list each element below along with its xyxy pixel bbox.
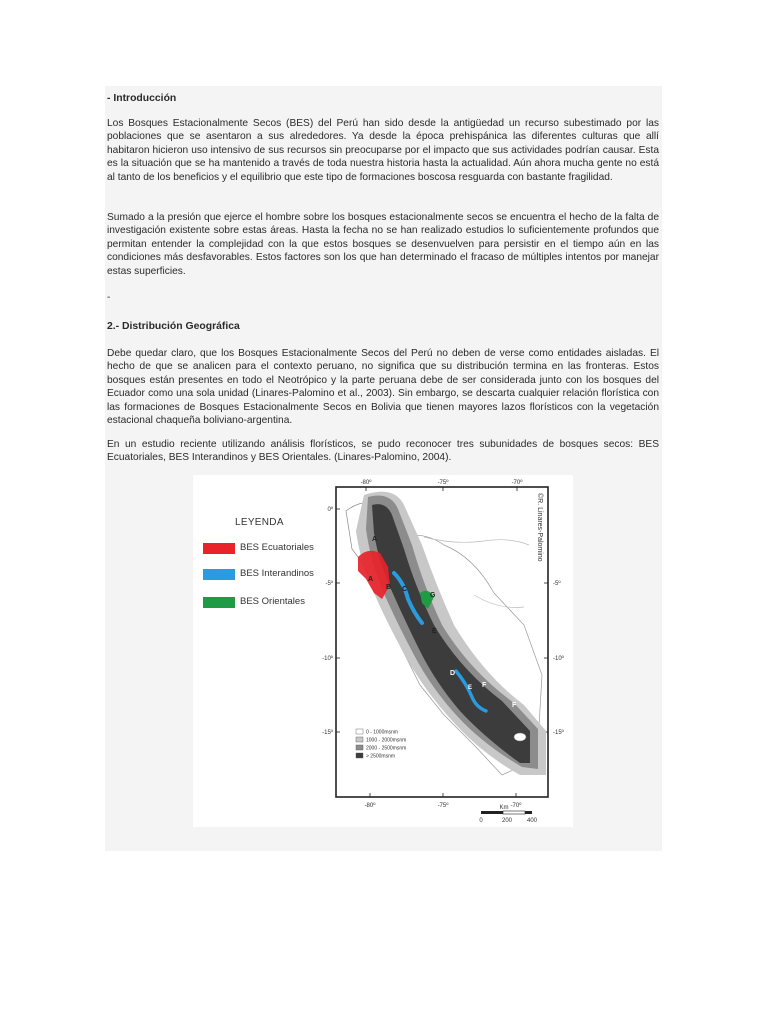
paragraph: Los Bosques Estacionalmente Secos (BES) del Perú han sido desde la antigüedad un recurso subestimado por las poblaciones que se asentaron a sus alrededores. Ya desde la época prehispánica las diferentes culturas que allí habitaron hicieron uso intensivo de sus recursos sin preocuparse por el impacto que sus actividades podrían causar. Esta es la situación que se ha mantenido a través de toda nuestra historia hasta la actualidad. Aún ahora mucha gente no está al tanto de los beneficios y el equilibrio que este tipo de formaciones boscosa resguarda con bastante fragilidad. — [107, 118, 659, 183]
legend-swatch-interandinos — [203, 569, 235, 580]
paragraph: Sumado a la presión que ejerce el hombre sobre los bosques estacionalmente secos se encuentra el hecho de la falta de investigación existente sobre estas áreas. Hasta la fecha no se han realizado estudios lo suficientemente profundos que permitan entender la complejidad con la que estos bosques se desenvuelven para persistir en el tiempo aún en las condiciones más desfavorables. Estos factores son los que han determinado el fracaso de múltiples intentos por manejar estas superficies. — [107, 212, 659, 277]
elevation-swatch — [356, 737, 363, 742]
elevation-label: > 2500msnm — [366, 753, 396, 760]
section-heading-introduccion: - Introducción — [107, 93, 177, 104]
legend-label-interandinos: BES Interandinos — [240, 568, 314, 579]
region-letter: C — [402, 586, 408, 593]
document-page — [105, 86, 662, 851]
paragraph: En un estudio reciente utilizando análisis florísticos, se pudo reconocer tres subunidades de bosques secos: BES Ecuatoriales, BES Interandinos y BES Orientales. (Linares-Palomino, 2004). — [107, 439, 659, 464]
scale-bar — [479, 805, 537, 824]
lat-label-left: -10º — [322, 656, 333, 662]
paragraph: Debe quedar claro, que los Bosques Estacionalmente Secos del Perú no deben de verse como entidades aisladas. El hecho de que se analicen para el contexto peruano, no significa que su distribución termina en las fronteras. Estos bosques están presentes en todo el Neotrópico y la parte peruana debe de ser considerada junto con los bosques del Ecuador como una sola unidad (Linares-Palomino et al., 2003). Sin embargo, se descarta cualquier relación florística con las formaciones de Bosques Estacionalmente Secos en Bolivia que tienen mayores lazos florísticos con la vegetación estacional chaqueña boliviano-argentina. — [107, 348, 659, 427]
lat-label-right: -5º — [553, 581, 561, 587]
lat-label-right: -10º — [553, 656, 564, 662]
map-credit: ©R. Linares-Palomino — [536, 493, 543, 562]
lat-label-right: -15º — [553, 730, 564, 736]
elevation-label: 0 - 1000msnm — [366, 729, 398, 736]
lon-label-top: -75º — [437, 480, 449, 486]
region-letter: D — [450, 670, 456, 677]
region-letter: G — [430, 592, 436, 599]
elevation-swatch — [356, 753, 363, 758]
lake-titicaca — [514, 733, 526, 741]
legend-label-orientales: BES Orientales — [240, 596, 305, 607]
lon-label-top: -70º — [511, 480, 523, 486]
region-letter: A — [368, 576, 374, 583]
lon-label-bottom: -80º — [364, 803, 376, 809]
region-letter: E — [468, 685, 473, 691]
elevation-swatch — [356, 745, 363, 750]
legend-swatch-ecuatoriales — [203, 543, 235, 554]
scale-unit: Km — [499, 805, 509, 811]
region-letter: B — [386, 584, 392, 591]
elevation-label: 2000 - 2500msnm — [366, 745, 407, 752]
separator-dash: - — [107, 292, 111, 303]
map-figure — [193, 475, 573, 827]
lat-label-left: 0º — [327, 507, 333, 513]
scale-label: 200 — [501, 818, 513, 824]
section-heading-distribucion: 2.- Distribución Geográfica — [107, 321, 240, 332]
region-letter: F — [512, 702, 517, 709]
peru-map — [324, 475, 569, 827]
lon-label-bottom: -75º — [437, 803, 449, 809]
elevation-label: 1000 - 2000msnm — [366, 737, 407, 744]
elevation-swatch — [356, 729, 363, 734]
region-letter: E — [432, 628, 437, 635]
lon-label-top: -80º — [360, 480, 372, 486]
region-letter: F — [482, 682, 487, 689]
region-letter: A — [372, 536, 378, 543]
lat-label-left: -15º — [322, 730, 333, 736]
legend-label-ecuatoriales: BES Ecuatoriales — [240, 542, 314, 553]
lon-label-bottom: -70º — [510, 803, 522, 809]
legend-swatch-orientales — [203, 597, 235, 608]
legend-title: LEYENDA — [235, 517, 284, 528]
lat-label-left: -5º — [325, 581, 333, 587]
scale-label: 0 — [479, 818, 483, 824]
scale-label: 400 — [526, 818, 538, 824]
